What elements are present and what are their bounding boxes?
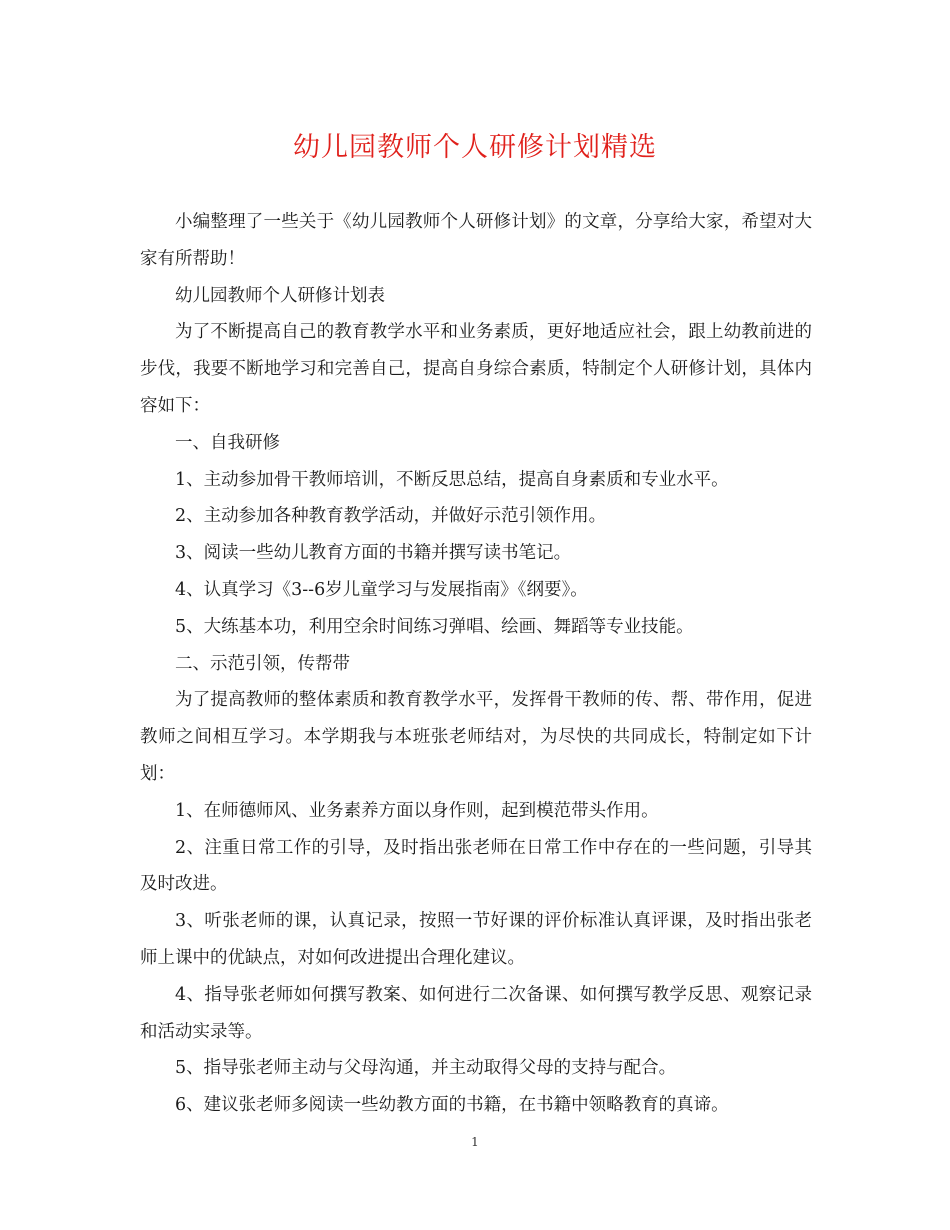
document-title: 幼儿园教师个人研修计划精选 xyxy=(293,132,657,163)
list-item: 5、指导张老师主动与父母沟通，并主动取得父母的支持与配合。 xyxy=(175,1058,677,1079)
list-item: 3、阅读一些幼儿教育方面的书籍并撰写读书笔记。 xyxy=(175,543,572,564)
document-body xyxy=(140,204,812,1124)
page-number: 1 xyxy=(471,1135,479,1149)
list-item: 4、指导张老师如何撰写教案、如何进行二次备课、如何撰写教学反思、观察记录和活动实录等。 xyxy=(140,984,812,1042)
section-heading-self-study: 一、自我研修 xyxy=(175,432,280,453)
section-heading-mentoring: 二、示范引领，传帮带 xyxy=(175,653,350,674)
list-item: 4、认真学习《3--6岁儿童学习与发展指南》《纲要》。 xyxy=(175,579,588,600)
list-item: 2、主动参加各种教育教学活动，并做好示范引领作用。 xyxy=(175,506,607,527)
list-item: 5、大练基本功，利用空余时间练习弹唱、绘画、舞蹈等专业技能。 xyxy=(175,616,694,637)
list-item: 6、建议张老师多阅读一些幼教方面的书籍，在书籍中领略教育的真谛。 xyxy=(175,1095,729,1116)
list-item: 2、注重日常工作的引导，及时指出张老师在日常工作中存在的一些问题，引导其及时改进。 xyxy=(140,837,812,895)
paragraph-table-heading: 幼儿园教师个人研修计划表 xyxy=(175,285,385,306)
paragraph-purpose: 为了不断提高自己的教育教学水平和业务素质，更好地适应社会，跟上幼教前进的步伐，我要不断地学习和完善自己，提高自身综合素质，特制定个人研修计划，具体内容如下： xyxy=(140,322,812,416)
list-item: 1、在师德师风、业务素养方面以身作则，起到模范带头作用。 xyxy=(175,800,659,821)
paragraph-mentoring-purpose: 为了提高教师的整体素质和教育教学水平，发挥骨干教师的传、帮、带作用，促进教师之间相互学习。本学期我与本班张老师结对，为尽快的共同成长，特制定如下计划： xyxy=(140,690,812,784)
paragraph-intro: 小编整理了一些关于《幼儿园教师个人研修计划》的文章，分享给大家，希望对大家有所帮助！ xyxy=(140,212,812,269)
list-item: 3、听张老师的课，认真记录，按照一节好课的评价标准认真评课，及时指出张老师上课中的优缺点，对如何改进提出合理化建议。 xyxy=(140,911,812,968)
list-item: 1、主动参加骨干教师培训，不断反思总结，提高自身素质和专业水平。 xyxy=(175,469,729,490)
